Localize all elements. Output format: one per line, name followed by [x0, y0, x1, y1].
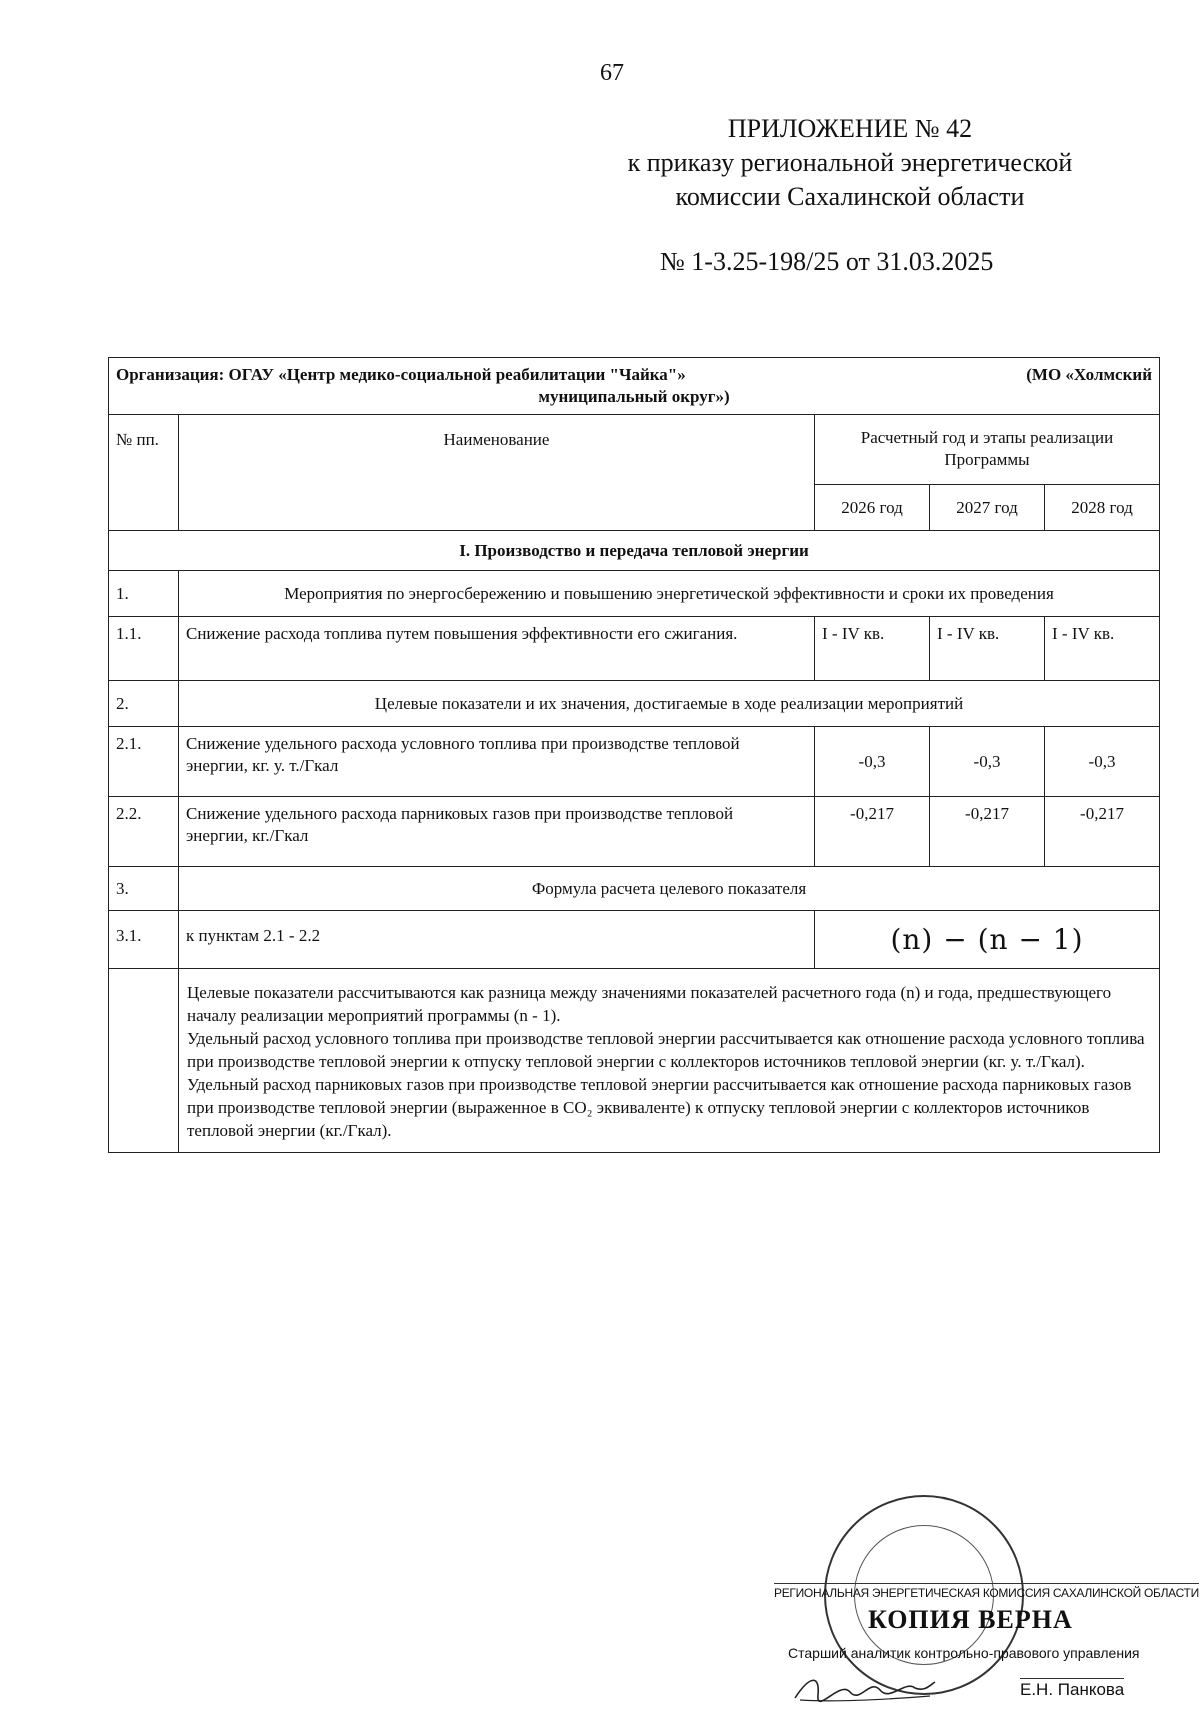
order-number: № 1-3.25-198/25 от 31.03.2025: [660, 247, 994, 276]
organization-municipality: (МО «Холмский: [1026, 365, 1152, 384]
row-2-1-num: 2.1.: [109, 727, 179, 797]
section-title: I. Производство и передача тепловой энергии: [109, 531, 1160, 571]
row-1-1-value-2026: I - IV кв.: [815, 617, 930, 681]
organization-cell: [109, 358, 1160, 415]
row-1-num: 1.: [109, 571, 179, 617]
row-2-1-value-2028: -0,3: [1045, 727, 1160, 797]
row-1-text: Мероприятия по энергосбережению и повышению энергетической эффективности и сроки их проведения: [179, 571, 1160, 617]
row-3-num: 3.: [109, 867, 179, 911]
formula: (n) − (n − 1): [815, 911, 1160, 969]
row-2-2-text: Снижение удельного расхода парниковых газов при производстве тепловой энергии, кг./Гкал: [179, 797, 815, 867]
row-2-1-value-2027: -0,3: [930, 727, 1045, 797]
page-number: 67: [600, 60, 624, 86]
row-3-text: Формула расчета целевого показателя: [179, 867, 1160, 911]
row-1-1-value-2027: I - IV кв.: [930, 617, 1045, 681]
appendix-title: ПРИЛОЖЕНИЕ № 42: [727, 114, 973, 143]
stamp-copy-certified: КОПИЯ ВЕРНА: [868, 1605, 1073, 1634]
row-2-2-value-2027: -0,217: [930, 797, 1045, 867]
row-2-text: Целевые показатели и их значения, достигаемые в ходе реализации мероприятий: [179, 681, 1160, 727]
appendix-header: [580, 112, 1120, 214]
appendix-line3: комиссии Сахалинской области: [675, 182, 1025, 211]
description-paragraph-1: Целевые показатели рассчитываются как разница между значениями показателей расчетного года (n) и года, предшествующего началу реализации мероприятий программы (n - 1).: [187, 983, 1112, 1025]
program-table: [108, 357, 1160, 1153]
row-2-1-value-2026: -0,3: [815, 727, 930, 797]
row-2-2-num: 2.2.: [109, 797, 179, 867]
stamp-organization: РЕГИОНАЛЬНАЯ ЭНЕРГЕТИЧЕСКАЯ КОМИССИЯ САХАЛИНСКОЙ ОБЛАСТИ: [774, 1583, 1199, 1600]
signature: [790, 1670, 940, 1705]
row-2-2-value-2026: -0,217: [815, 797, 930, 867]
row-2-1-text: Снижение удельного расхода условного топлива при производстве тепловой энергии, кг. у. т./Гкал: [179, 727, 815, 797]
year-2026-header: 2026 год: [815, 485, 930, 531]
row-1-1-num: 1.1.: [109, 617, 179, 681]
row-2-num: 2.: [109, 681, 179, 727]
col-period-header: Расчетный год и этапы реализации Программы: [815, 415, 1160, 485]
row-1-1-value-2028: I - IV кв.: [1045, 617, 1160, 681]
row-3-1-text: к пунктам 2.1 - 2.2: [179, 911, 815, 969]
row-1-1-text: Снижение расхода топлива путем повышения эффективности его сжигания.: [179, 617, 815, 681]
year-2028-header: 2028 год: [1045, 485, 1160, 531]
certification-stamp: [770, 1495, 1199, 1705]
col-name-header: Наименование: [179, 415, 815, 531]
stamp-role: Старший аналитик контрольно-правового управления: [788, 1645, 1140, 1661]
stamp-signer-name: Е.Н. Панкова: [1020, 1680, 1125, 1699]
appendix-line2: к приказу региональной энергетической: [627, 148, 1073, 177]
description-paragraph-3: Удельный расход парниковых газов при производстве тепловой энергии рассчитывается как отношение расхода парниковых газов при производстве тепловой энергии (выраженное в CO₂ эквиваленте) к отпуску тепловой энергии с коллекторов источников тепловой энергии (кг./Гкал).: [187, 1075, 1132, 1140]
organization-name: Организация: ОГАУ «Центр медико-социальной реабилитации "Чайка"»: [116, 365, 686, 384]
col-number-header: № пп.: [109, 415, 179, 531]
description-num-empty: [109, 969, 179, 1153]
row-2-2-value-2028: -0,217: [1045, 797, 1160, 867]
row-3-1-num: 3.1.: [109, 911, 179, 969]
year-2027-header: 2027 год: [930, 485, 1045, 531]
description-paragraph-2: Удельный расход условного топлива при производстве тепловой энергии рассчитывается как отношение расхода условного топлива при производстве тепловой энергии к отпуску тепловой энергии с коллекторов источников тепловой энергии (кг. у. т./Гкал).: [187, 1029, 1145, 1071]
description-cell: [179, 969, 1160, 1153]
organization-municipality-cont: муниципальный округ»): [538, 387, 730, 406]
